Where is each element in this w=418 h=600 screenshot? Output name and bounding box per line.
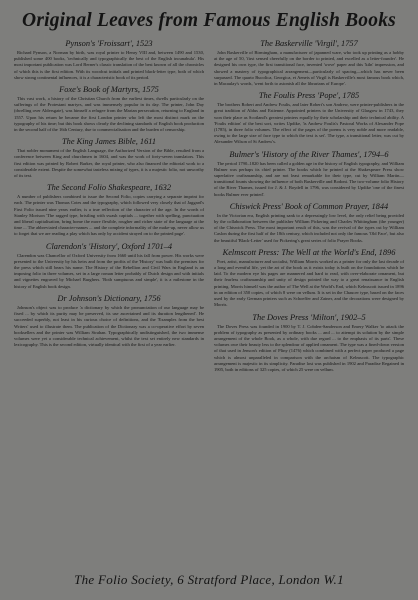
- entry-title: Dr Johnson's Dictionary, 1756: [57, 293, 161, 303]
- publisher-footer: The Folio Society, 6 Stratford Place, London W.1: [74, 572, 344, 587]
- entry-clarendon-history: [14, 241, 204, 290]
- entry-body: A number of publishers combined to issue the Second Folio, copies carrying a separate imprint for each. The printer was Thomas Cotes and the typography, which followed very closely that of Jaggard's First Folio issued nine years earlier, is a true reflection of the character of the age. In the words of Stanley Morison 'The ragged type, bristling with swash capitals ... together with spelling, punctuation and liberal capitalisation, bring home the more flexible, rougher and richer state of the language at the time ... The abbreviated character-names ... and the complete informality of the make-up, never allow us to forget that we are reading a play which has only by accident strayed on to the printed page'.: [14, 194, 204, 237]
- right-column: [214, 38, 404, 376]
- entry-kelmscott-well: [214, 247, 404, 309]
- entry-title: The Foulis Press 'Pope', 1785: [258, 91, 360, 101]
- entry-body: Poet, artist, manufacturer and socialist, William Morris worked as a printer for only the last decade of a long and eventful life, yet the art of the book as it exists today is built on the foundations which he laid. To the modern eye his pages are mannered and hard to read, with over-elaborate ornament, but their fearless craftsmanship and unity of design pointed the way to a great renaissance in English printing. Morris himself was the author of The Well at the World's End, which Kelmscott issued in 1896 in an edition of 350 copies, of which 8 were on vellum. It is set in the Chaucer type, based on the faces used by the early German printers such as Schoeffer and Zainer, and the decorations were designed by Morris.: [214, 258, 404, 308]
- entry-title: Pynson's 'Froissart', 1523: [65, 39, 153, 48]
- entry-body: Clarendon was Chancellor of Oxford University from 1660 until his fall from power. His works were presented to the University by his heirs and from the profits of the 'History' was built the premises for the press which still bears his name. The History of the Rebellion and Civil Wars in England is an imposing folio in three volumes, set in a large roman letter probably of Dutch design and with initials and vignettes engraved by Michael Burghers. 'Both sumptuous and simple', it is a milestone in the history of English book design.: [14, 252, 204, 289]
- entry-title: The Doves Press 'Milton', 1902–5: [252, 312, 366, 322]
- entry-body: The brothers Robert and Andrew Foulis, and later Robert's son Andrew, were printer-publishers in the great tradition of Aldus and Estienne. Appointed printers to the University of Glasgow in 1743, they won their place as Scotland's greatest printers equally by their scholarship and their technical ability. A 'Foulis edition' of the best sort, writes Updike, 'is Andrew Foulis's Pastoral Works of Alexander Pope (1785), in three folio volumes. The effect of the pages of the poems is very noble and more readable, owing to the large size of face type to which the text is set'. The type, a transitional letter, was cut by Alexander Wilson of St Andrew's.: [214, 102, 404, 145]
- columns: [14, 38, 404, 376]
- entry-king-james-bible: [14, 136, 204, 179]
- entry-title: Chiswick Press' Book of Common Prayer, 1844: [229, 201, 389, 211]
- entry-second-folio: [14, 182, 204, 237]
- entry-johnson-dictionary: [14, 293, 204, 348]
- entry-body: That nobler monument of the English Language, the Authorized Version of the Bible, resulted from a conference between King and churchmen in 1604, and was the work of forty-seven translators. This first edition was printed by Robert Barker, the royal printer, who also financed the editorial work to a considerable extent. Despite the somewhat tasteless mixing of types, it is a majestic folio, not unworthy of its text.: [14, 148, 204, 179]
- entry-chiswick-prayer-book: [214, 201, 404, 244]
- entry-title: Bulmer's 'History of the River Thames', 1794–6: [229, 149, 389, 159]
- entry-body: Johnson's object was to produce 'a dictionary by which the pronunciation of our language may be fixed ... by which its purity may be preserved, its use ascertained and its duration lengthened'. He succeeded superbly, not least in his curious choice of definitions, and the 'Examples from the best Writers' used to illustrate them. The publication of the Dictionary was a co-operative effort by seven booksellers and the printer was William Strahan. Typographically undistinguished, the two immense volumes were yet a considerable technical achievement, whilst the text set entirely new standards in lexicography. This is the second edition, virtually identical with the first of a year earlier.: [14, 304, 204, 348]
- entry-bulmer-thames: [214, 149, 404, 198]
- entry-doves-milton: [214, 312, 404, 374]
- entry-pynson-froissart: [14, 38, 204, 81]
- entry-body: This vast work, a history of the Christian Church from the earliest times, dwells particularly on the sufferings of the Protestant martyrs, and was immensely popular in its day. The printer, John Day (dwelling over Aldersgate), was himself a refugee from the Marian persecution, returning to England in 1557. Upon his return he became the first London printer who left the most distinct mark on the typography of his time; but this book shows clearly the declining standards of English book production in the second half of the 16th Century, due to commercialisation and the burden of censorship.: [14, 96, 204, 133]
- entry-body: The Doves Press was founded in 1900 by T. J. Cobden-Sanderson and Emery Walker 'to attack the problem of typography as presented by ordinary books ... and ... to attempt its solution by the simple arrangement of the whole Book, as a whole, with due regard ... to the emphasis of its parts'. These volumes owe their beauty less to the splendour of applied ornament. The type was a fined-down version of that used in Jenson's edition of Pliny (1476) which combined with a perfect paper produced a page which is almost unparalleled in comparison with the archaism of Kelmscott. The typographic arrangement is majestic in its simplicity. Paradise lost was published in 1902 and Paradise Regained in 1905, both in editions of 325 copies, of which 25 were on vellum.: [214, 323, 404, 372]
- entry-title: Kelmscott Press: The Well at the World's End, 1896: [222, 247, 396, 257]
- entry-baskerville-virgil: [214, 38, 404, 87]
- page-title: Original Leaves from Famous English Books: [22, 10, 396, 31]
- entry-body: In the Victorian era, English printing sank to a depressingly low level, the only relief being provided by the collaboration between the publisher William Pickering and Charles Whittingham (the younger) of the Chiswick Press. The most important result of this, was the revival of the types cut by William Caslon during the first half of the 18th century, which included not only the famous 'Old Face', but also the beautiful 'Black-Letter' used for Pickering's great series of folio Prayer Books.: [214, 212, 404, 243]
- entry-body: John Baskerville of Birmingham, a manufacturer of japanned ware, who took up printing as a hobby at the age of 50, 'first sensed cheerfully on the border to printed, and excelled as a letter-founder'. He designed his own type, the first transitional face, invented 'wove' paper and this 'kiln' impression, and showed a mastery of typographical arrangement—particularly of spacing—which has never been surpassed. The quarto Bucolica, Georgica, et Aeneis of Virgil is Baskerville's most famous book which, in Macaulay's words, 'went forth to astonish all the librarians of Europe'.: [214, 50, 404, 87]
- entry-foulis-pope: [214, 90, 404, 145]
- entry-title: The Second Folio Shakespeare, 1632: [46, 183, 172, 193]
- entry-foxe-martyrs: [14, 84, 204, 133]
- entry-title: The Baskerville 'Virgil', 1757: [260, 39, 358, 48]
- entry-title: Foxe's Book of Martyrs, 1575: [59, 85, 159, 95]
- left-column: [14, 38, 204, 376]
- entry-body: The period 1790–1820 has been called a golden age in the history of English typography, and William Bulmer was perhaps its chief printer. The books which he printed at the Shakespeare Press show superlative craftsmanship, and are not least remarkable for their type, cut by William Martin—transitional founts showing the influence of both Baskerville and Bodoni. The two-volume folio History of the River Thames, issued for J. & J. Boydell in 1796, was considered by Updike 'one of the finest books Bulmer ever printed'.: [214, 160, 404, 197]
- entry-title: The King James Bible, 1611: [61, 137, 157, 147]
- entry-body: Richard Pynson, a Norman by birth, was royal printer to Henry VIII and, between 1490 and 1530, published some 400 books, 'technically and typographically the best of the English incunabula'. His most important publication was Lord Berner's classic translation of the best known of all the chronicles of which this is the first edition. With its woodcut initials and printed black-letter type, both of which show strong continental influences, it is a characteristic book of its period.: [14, 50, 204, 80]
- entry-title: Clarendon's 'History', Oxford 1701–4: [45, 241, 173, 251]
